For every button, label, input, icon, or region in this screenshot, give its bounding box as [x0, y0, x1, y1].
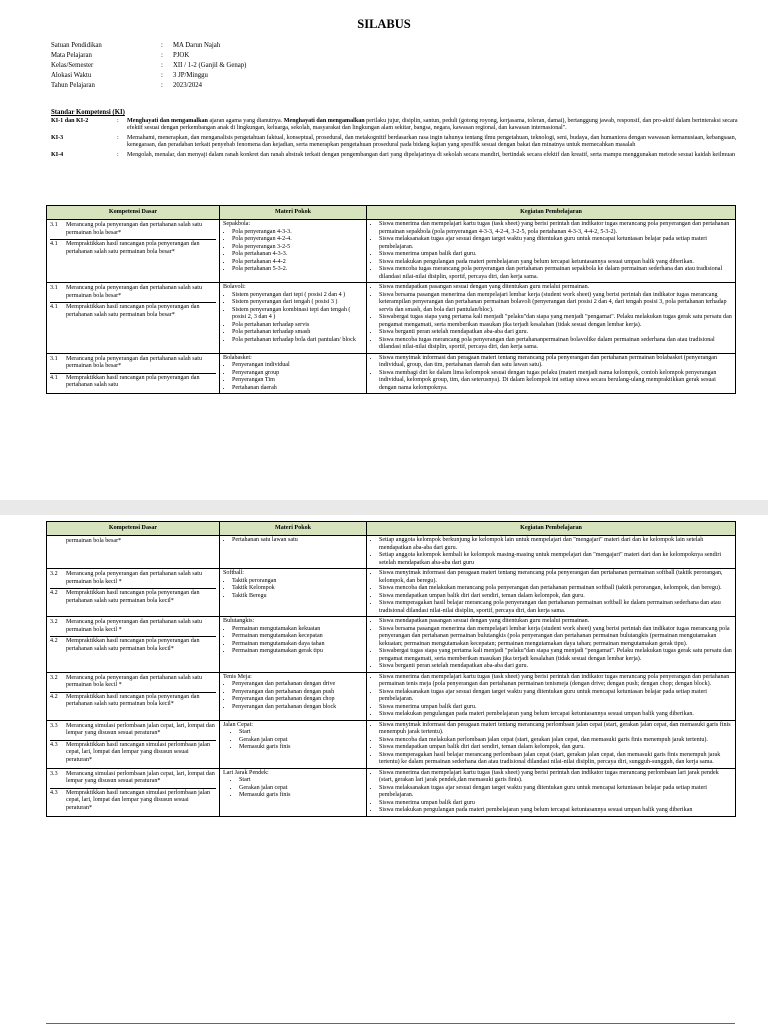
materi-item: • Gerakan jalan cepat [239, 737, 363, 745]
kd-text: Mempraktikkan hasil rancangan pola penyerangan dan pertahanan salah satu [66, 374, 200, 388]
kd-cell [47, 617, 220, 673]
materi-list [223, 729, 363, 752]
materi-item: • Gerakan jalan cepat [239, 785, 363, 793]
kegiatan-item: • Siswa bersama pasangan menerima dan mempelajari lembar kerja (student work sheet) yang berisi perintah dan indikator tugas merancang keterampilan penyerangan dan pertahanan permainan bolavoli (penyerangan dari posisi 2 dan 4, dari tengah posisi 3, pola pertahanan terhadap servis dan smash, dan bola dari pantulan/bloc). [379, 292, 732, 315]
kd-item [50, 722, 216, 741]
materi-title: Tenis Meja: [223, 673, 252, 680]
col-kompetensi-dasar: Kompetensi Dasar [47, 522, 220, 536]
kegiatan-item: • Siswa mencoba tugas merancang pola penyerangan dan pertahananpermainan bolavolike dalam permainan sederhana dan atau tradisional dilandasi nilai-nilai disiplin, sportif, percaya diri, dan kerja sama. [379, 337, 732, 352]
kd-item [50, 284, 216, 303]
materi-list [223, 362, 363, 392]
identity-label: Kelas/Semester [51, 62, 94, 69]
kegiatan-item: • Siswa memperagakan hasil belajar merancang pola penyerangan dan pertahanan permainan softball ke dalam permainan sederhana dan atau tradisional dilandasi nilai-nilai disiplin, sportif, percaya diri, dan kerja sama. [379, 600, 732, 615]
identity-colon: : [161, 72, 163, 79]
materi-title: Lari Jarak Pendek: [223, 769, 269, 776]
page-2 [0, 515, 768, 1024]
col-materi-pokok: Materi Pokok [220, 522, 367, 536]
kd-text: Mempraktikkan hasil rancangan pola penyerangan dan pertahanan salah satu permainan bola besar* [66, 304, 200, 318]
kd-number: 4.1 [50, 304, 58, 310]
kd-number: 3.1 [50, 285, 58, 291]
materi-list [223, 578, 363, 601]
page-1 [0, 0, 768, 500]
kegiatan-list [370, 355, 732, 393]
kegiatan-item: • Siswa bersama pasangan menerima dan mempelajari lembar kerja (student work sheet) yang berisi perintah dan indikator tugas merancang pola penyerangan dan pertahanan permainan bulutangkis (pola penyerangan dan pertahanan permainan bulutangkis (permainan mengutamakan kekuatan; permainan mengutamakan kecepatan; permainan mengutamakan daya tahan; permainan mengutamakan gerak tipu). [379, 626, 732, 649]
kd-text: Mempraktikkan hasil rancangan simulasi perlombaan jalan cepat, lari, lompat dan lempar yang disusun sesuai peraturan* [66, 741, 211, 763]
identity-row [51, 41, 246, 51]
kegiatan-item: • Siswa mencoba dan melakukan merancang pola penyerangan dan pertahanan permainan softball (taktik perorangan, kelompok, dan beregu). [379, 585, 732, 593]
materi-item: • Pertahanan satu lawan satu [232, 537, 363, 545]
materi-cell [220, 353, 367, 394]
materi-item: • Penyerangan dan pertahanan dengan chop [232, 696, 363, 704]
kegiatan-list [370, 618, 732, 671]
kd-item [50, 589, 216, 607]
kegiatan-list [370, 537, 732, 567]
identity-label: Alokasi Waktu [51, 72, 92, 79]
materi-item: • Permainan mengutamakan gerak tipu [232, 648, 363, 656]
kd-item [50, 693, 216, 711]
materi-item: • Memasuki garis finis [239, 792, 363, 800]
materi-title: Sepakbola: [223, 221, 251, 227]
kegiatan-item: • Siswabergai tugas siapa yang pertama kali menjadi "pelaku"dan siapa yang menjadi "pengamat". Pelaku melakukan tugas gerak satu persatu dan pengamat mengamati, serta memberikan masukan jika terjadi kesalahan (tidak sesuai dengan lembar kerja). [379, 648, 732, 663]
kegiatan-item: • Siswa mencoba dan melakukan perlombaan jalan cepat (start, gerakan jalan cepat, dan memasuki garis finis menempuh jarak tertentu). [379, 737, 732, 745]
kd-item [50, 355, 216, 374]
syllabus-table-2 [46, 521, 736, 817]
kd-text: Mempraktikkan hasil rancangan pola penyerangan dan pertahanan salah satu permainan bola kecil* [66, 693, 200, 707]
kegiatan-item: • Siswa melaksanakan tugas ajar sesuai dengan target waktu yang ditentukan guru untuk mencapai ketuntasan belajar pada setiap materi pembelajaran. [379, 236, 732, 251]
materi-list [223, 537, 363, 545]
kegiatan-item: • Siswa mencoba tugas merancang pola penyerangan dan pertahanan permainan sepakbola ke dalam permainan sederhana dan atau tradisional dilandasi nilai-nilai disiplin, sportif, percaya diri, dan kerja sama. [379, 266, 732, 281]
kd-item [50, 374, 216, 392]
kegiatan-item: • Siswa melakukan pengulangan pada materi pembelajaran yang belum tercapai ketuntasannya sesuai umpan balik yang diberikan. [379, 711, 732, 719]
table-row [47, 536, 736, 569]
kd-number: 3.3 [50, 722, 58, 729]
kegiatan-list [370, 674, 732, 719]
table-row [47, 617, 736, 673]
kegiatan-list [370, 570, 732, 615]
materi-item: • Taktik Beregu [232, 593, 363, 601]
kd-cell [47, 536, 220, 569]
materi-item: • Penyerangan dan pertahanan dengan block [232, 704, 363, 712]
kegiatan-item: • Siswa menyimak informasi dan peragaan materi tentang merancang perlombaan jalan cepat (start, gerakan jalan cepat, dan memasuki garis finis menempuh jarak tertentu). [379, 722, 732, 737]
col-kompetensi-dasar: Kompetensi Dasar [47, 206, 220, 220]
materi-item: • Penyerangan dan pertahanan dengan drive [232, 681, 363, 689]
kegiatan-list [370, 770, 732, 815]
kd-item [50, 770, 216, 789]
kd-item [50, 537, 216, 548]
materi-title: Bolavoli: [223, 284, 246, 290]
kegiatan-item: • Siswa menerima dan mempelajari kartu tugas (task sheet) yang berisi perintah dan indikator tugas merancang perlombaan lari jarak pendek (start, gerakan lari jarak pendek,dan memasuki garis finis). [379, 770, 732, 785]
standar-kompetensi [51, 109, 741, 162]
kegiatan-item: • Siswa menerima umpan balik dari guru [379, 800, 732, 808]
kegiatan-item: • Siswa membagi diri ke dalam lima kelompok sesuai dengan tugas pelaku (materi menjadi nama kelompok, contoh kelompok penyerangan individual, kelompok group, tim, dan seterusnya). Di dalam kelompok ini setiap siswa secara berulang-ulang mempraktikkan gerak sesuai dengan nama kelompoknya. [379, 370, 732, 393]
kd-text: Merancang pola penyerangan dan pertahanan salah satu permainan bola besar* [66, 222, 203, 236]
materi-item: • Sistem penyerangan dari tengah ( posisi 3 ) [232, 299, 363, 307]
identity-colon: : [161, 52, 163, 59]
kd-number: 4.2 [50, 590, 58, 596]
ki-text-part: perilaku jujur, disiplin, santun, peduli (gotong royong, kerjasama, toleran, damai), bertanggung jawab, responsif, dan pro-aktif dalam berinteraksi secara efektif sesuai dengan perkembangan anak di lingkungan, keluarga, sekolah, masyarakat dan lingkungan alam sekitar, bangsa, negara, kawasan regional, dan kawasan internasional". [127, 117, 738, 132]
kd-number: 3.1 [50, 355, 58, 362]
kegiatan-item: • Siswa melakukan pengulangan pada materi pembelajaran yang belum tercapai ketuntasannya sesuai umpan balik yang diberikan. [379, 259, 732, 267]
materi-item: • Permainan mengutamakan daya tahan [232, 641, 363, 649]
col-kegiatan-pembelajaran: Kegiatan Pembelajaran [367, 522, 736, 536]
kd-cell [47, 283, 220, 354]
kegiatan-list [370, 221, 732, 281]
materi-item: • Penyerangan individual [232, 362, 363, 370]
identity-row [51, 51, 246, 61]
materi-cell [220, 720, 367, 768]
kegiatan-item: • Siswa mendapatkan pasangan sesuai dengan yang ditentukan guru melalui permainan. [379, 618, 732, 626]
materi-list [223, 292, 363, 345]
kegiatan-item: • Siswa mendapatkan pasangan sesuai dengan yang ditentukan guru melalui permainan. [379, 284, 732, 292]
table-row [47, 720, 736, 768]
materi-item: • Pola penyerangan 3-2-5 [232, 244, 363, 252]
materi-item: • Start [239, 777, 363, 785]
kd-number: 3.3 [50, 770, 58, 777]
ki-bold: Menghayati dan mengamalkan [127, 117, 208, 124]
kegiatan-item: • Siswa menerima umpan balik dari guru. [379, 251, 732, 259]
ki-text: Memahami, menerapkan, dan menganalisis pengetahuan faktual, konseptual, prosedural, dan metakognitif berdasarkan rasa ingin tahunya tentang ilmu pengetahuan, teknologi, seni, budaya, dan humaniora dengan wawasan kemanusiaan, kebangsaan, kenegaraan, dan peradaban terkait penyebab fenomena dan kejadian, serta menerapkan pengetahuan prosedural pada bidang kajian yang spesifik sesuai dengan bakat dan minatnya untuk memecahkan masalah [127, 134, 737, 149]
materi-item: • Pola pertahanan terhadap smash [232, 329, 363, 337]
kegiatan-item: • Siswabergai tugas siapa yang pertama kali menjadi "pelaku"dan siapa yang menjadi "pengamat". Pelaku melakukan tugas gerak satu persatu dan pengamat mengamati, serta memberikan masukan jika terjadi kesalahan (tidak sesuai dengan lembar kerja). [379, 314, 732, 329]
identity-value: MA Darun Najah [173, 42, 221, 49]
identity-row [51, 71, 246, 81]
kegiatan-cell [367, 283, 736, 354]
materi-cell [220, 672, 367, 720]
identity-value: PJOK [173, 52, 190, 59]
ki-key: KI-1 dan KI-2 [51, 117, 89, 124]
kd-text: Merancang pola penyerangan dan pertahanan salah satu permainan bola besar* [66, 285, 203, 299]
kegiatan-cell [367, 672, 736, 720]
kd-text: Mempraktikkan hasil rancangan simulasi perlombaan jalan cepat, lari, lompat dan lempar yang disusun sesuai peraturan* [66, 789, 211, 811]
kd-number: 3.2 [50, 571, 58, 577]
ki-text-part: ajaran agama yang dianutnya. [207, 117, 284, 124]
kd-number: 4.3 [50, 789, 58, 796]
ki-row-3 [51, 135, 741, 150]
kd-number [50, 538, 66, 546]
kd-item [50, 303, 216, 321]
kd-number: 4.3 [50, 741, 58, 748]
materi-item: • Sistem penyerangan kombinasi tepi dan tengah ( posisi 2, 3 dan 4 ) [232, 307, 363, 322]
ki-heading: Standar Kompetensi (KI) [51, 109, 125, 116]
ki-colon: : [117, 134, 119, 141]
table-row [47, 283, 736, 354]
identity-label: Tahun Pelajaran [51, 82, 95, 89]
materi-cell [220, 617, 367, 673]
ki-colon: : [117, 117, 119, 124]
materi-item: • Permainan mengutamakan kecepatan [232, 633, 363, 641]
materi-item: • Pola pertahanan terhadap bola dari pantulan/ block [232, 337, 363, 345]
kd-item [50, 674, 216, 693]
kd-cell [47, 353, 220, 394]
kd-text: permainan bola besar* [66, 538, 122, 544]
kegiatan-cell [367, 569, 736, 617]
kd-cell [47, 220, 220, 283]
materi-cell [220, 768, 367, 816]
materi-item: • Penyerangan group [232, 370, 363, 378]
kd-item [50, 240, 216, 258]
materi-list [223, 681, 363, 711]
materi-item: • Penyerangan Tim [232, 377, 363, 385]
kd-number: 4.1 [50, 374, 58, 381]
kd-cell [47, 768, 220, 816]
kd-number: 4.2 [50, 693, 58, 700]
materi-title: Jalan Cepat: [223, 721, 253, 728]
materi-item: • Pola pertahanan terhadap servis [232, 322, 363, 330]
table-row [47, 220, 736, 283]
kegiatan-list [370, 722, 732, 767]
materi-item: • Pola penyerangan 4-2-4. [232, 236, 363, 244]
kd-text: Merancang pola penyerangan dan pertahanan salah satu permainan bola kecil * [66, 571, 203, 585]
kd-number: 4.2 [50, 638, 58, 644]
table-row [47, 672, 736, 720]
identity-block [51, 41, 246, 91]
identity-label: Mata Pelajaran [51, 52, 92, 59]
materi-cell [220, 569, 367, 617]
kegiatan-cell [367, 536, 736, 569]
table-header-row [47, 206, 736, 220]
identity-colon: : [161, 42, 163, 49]
materi-list [223, 777, 363, 800]
kegiatan-item: • Siswa menerima dan mempelajari kartu tugas (task sheet) yang berisi perintah dan indikator tugas merancang pola penyerangan dan pertahanan permainan sepakbola (pola penyerangan 4-3-3, 4-2-4, 3-2-5, pola pertahanan 4-3-3, 4-4-2, 5-3-2). [379, 221, 732, 236]
kd-item [50, 570, 216, 589]
kd-text: Merancang simulasi perlombaan jalan cepat, lari, lompat dan lempar yang disusun sesuai peraturan* [66, 770, 215, 784]
kd-number: 3.2 [50, 674, 58, 681]
kegiatan-list [370, 284, 732, 352]
kegiatan-cell [367, 768, 736, 816]
materi-title: Bolabasket: [223, 354, 252, 361]
kd-text: Merancang simulasi perlombaan jalan cepat, lari, lompat dan lempar yang disusun sesuai peraturan* [66, 722, 215, 736]
ki-colon: : [117, 151, 119, 158]
identity-colon: : [161, 82, 163, 89]
identity-value: 3 JP/Minggu [173, 72, 208, 79]
kd-item [50, 741, 216, 767]
materi-item: • Sistem penyerangan dari tepi ( posisi 2 dan 4 ) [232, 292, 363, 300]
kd-cell [47, 672, 220, 720]
materi-item: • Pola pertahanan 4-4-2 [232, 259, 363, 267]
materi-item: • Pola pertahanan 5-3-2. [232, 266, 363, 274]
identity-value: 2023/2024 [173, 82, 203, 89]
kegiatan-item: • Siswa melaksanakan tugas ajar sesuai dengan target waktu yang ditentukan guru untuk mencapai ketuntasan belajar pada setiap materi pembelajaran. [379, 785, 732, 800]
identity-row [51, 61, 246, 71]
kegiatan-item: • Siswa menerima umpan balik dari guru. [379, 704, 732, 712]
kegiatan-item: • Siswa melakukan pengulangan pada materi pembelajaran yang belum tercapai ketuntasannya sesuai umpan balik yang diberikan [379, 807, 732, 815]
kegiatan-item: • Setiap anggota kelompok kembali ke kelompok masing-masing untuk mempelajari dan "mengajari" materi dari dan ke kelompoknya sendiri setelah mendapatkan aba-aba dari guru [379, 552, 732, 567]
document-title: SILABUS [357, 17, 411, 31]
ki-text: Mengolah, menalar, dan menyaji dalam ranah konkret dan ranah abstrak terkait dengan pengembangan dari yang dipelajarinya di sekolah secara mandiri, bertindak secara efektif dan kreatif, serta mampu menggunakan metode sesuai kaidah keilmuan [127, 151, 736, 158]
kegiatan-item: • Siswa mendapatkan umpan balik diri dari sendiri, teman dalam kelompok, dan guru. [379, 593, 732, 601]
kegiatan-item: • Siswa memperagakan hasil belajar merancang perlombaan jalan cepat (start, gerakan jalan cepat, dan memasuki garis finis menempuh jarak tertentu) ke dalam permainan sederhana dan atau tradisional dilandasi nilai-nilai disiplin, percaya diri, sungguh-sungguh, dan kerja sama. [379, 752, 732, 767]
materi-item: • Pertahanan daerah [232, 385, 363, 393]
syllabus-table-1 [46, 205, 736, 394]
kegiatan-item: • Siswa mendapatkan umpan balik diri dari sendiri, teman dalam kelompok, dan guru. [379, 744, 732, 752]
table-row [47, 353, 736, 394]
kegiatan-cell [367, 220, 736, 283]
identity-label: Satuan Pendidikan [51, 42, 102, 49]
kd-cell [47, 569, 220, 617]
kegiatan-cell [367, 353, 736, 394]
kd-text: Mempraktikkan hasil rancangan pola penyerangan dan pertahanan salah satu permainan bola besar* [66, 241, 200, 255]
materi-title: Bulutangkis: [223, 618, 255, 624]
kd-item [50, 618, 216, 637]
kd-text: Merancang pola penyerangan dan pertahanan salah satu permainan bola kecil * [66, 619, 203, 633]
kd-item [50, 637, 216, 655]
identity-row [51, 81, 246, 91]
materi-item: • Memasuki garis finis [239, 744, 363, 752]
kegiatan-cell [367, 720, 736, 768]
col-kegiatan-pembelajaran: Kegiatan Pembelajaran [367, 206, 736, 220]
kd-text: Mempraktikkan hasil rancangan pola penyerangan dan pertahanan salah satu permainan bola kecil* [66, 590, 200, 604]
kd-item [50, 789, 216, 815]
materi-item: • Penyerangan dan pertahanan dengan push [232, 689, 363, 697]
ki-key: KI-3 [51, 134, 64, 141]
materi-item: • Permainan mengutamakan kekuatan [232, 626, 363, 634]
materi-item: • Pola penyerangan 4-3-3. [232, 229, 363, 237]
kegiatan-item: • Siswa menerima dan mempelajari kartu tugas (task sheet) yang berisi perintah dan indikator tugas merancang pola penyerangan dan pertahanan permainan tenis meja (pola penyerangan dan pertahanan permainan tenismeja (dengan drive; dengan push; dengan chop; dengan block). [379, 674, 732, 689]
ki-key: KI-4 [51, 151, 64, 158]
kegiatan-item: • Setiap anggota kelompok berkunjung ke kelompok lain untuk mempelajari dan "mengajari" materi dari dan ke kelompok lain setelah mendapatkan aba-aba dari guru. [379, 537, 732, 552]
kegiatan-item: • Siswa berganti peran setelah mendapatkan aba-aba dari guru. [379, 329, 732, 337]
table-row [47, 768, 736, 816]
col-materi-pokok: Materi Pokok [220, 206, 367, 220]
kd-item [50, 221, 216, 240]
kd-cell [47, 720, 220, 768]
kd-text: Mempraktikkan hasil rancangan pola penyerangan dan pertahanan salah satu permainan bola kecil* [66, 638, 200, 652]
kegiatan-item: • Siswa menyimak informasi dan peragaan materi tentang merancang pola penyerangan dan pertahanan permainan bolabasket (penyerangan individual, group, dan tim, pertahanan daerah dan satu lawan satu). [379, 355, 732, 370]
kd-text: Merancang pola penyerangan dan pertahanan salah satu permainan bola besar* [66, 355, 203, 369]
table-header-row [47, 522, 736, 536]
materi-cell [220, 220, 367, 283]
ki-bold: Menghayati dan mengamalkan [283, 117, 365, 124]
materi-title: Softball: [223, 570, 244, 576]
materi-list [223, 229, 363, 274]
materi-item: • Taktik perorangan [232, 578, 363, 586]
materi-cell [220, 536, 367, 569]
materi-list [223, 626, 363, 656]
kd-text: Merancang pola penyerangan dan pertahanan salah satu permainan bola kecil * [66, 674, 203, 688]
materi-cell [220, 283, 367, 354]
kegiatan-item: • Siswa menyimak informasi dan peragaan materi tentang merancang pola penyerangan dan pertahanan permainan softball (taktik perorangan, kelompok, dan beregu). [379, 570, 732, 585]
identity-value: XII / 1-2 (Ganjil & Genap) [173, 62, 247, 69]
kd-number: 4.1 [50, 241, 58, 247]
materi-item: • Start [239, 729, 363, 737]
materi-item: • Taktik Kelompok [232, 585, 363, 593]
materi-item: • Pola pertahanan 4-3-3. [232, 251, 363, 259]
ki-text [127, 118, 741, 133]
ki-row-4 [51, 152, 741, 160]
ki-row-1 [51, 118, 741, 133]
kegiatan-item: • Siswa melaksanakan tugas ajar sesuai dengan target waktu yang ditentukan guru untuk mencapai ketuntasan belajar pada setiap materi pembelajaran. [379, 689, 732, 704]
identity-colon: : [161, 62, 163, 69]
table-row [47, 569, 736, 617]
kd-number: 3.1 [50, 222, 58, 228]
kd-number: 3.2 [50, 619, 58, 625]
kegiatan-cell [367, 617, 736, 673]
kegiatan-item: • Siswa berganti peran setelah mendapatkan aba-aba dari guru. [379, 663, 732, 671]
